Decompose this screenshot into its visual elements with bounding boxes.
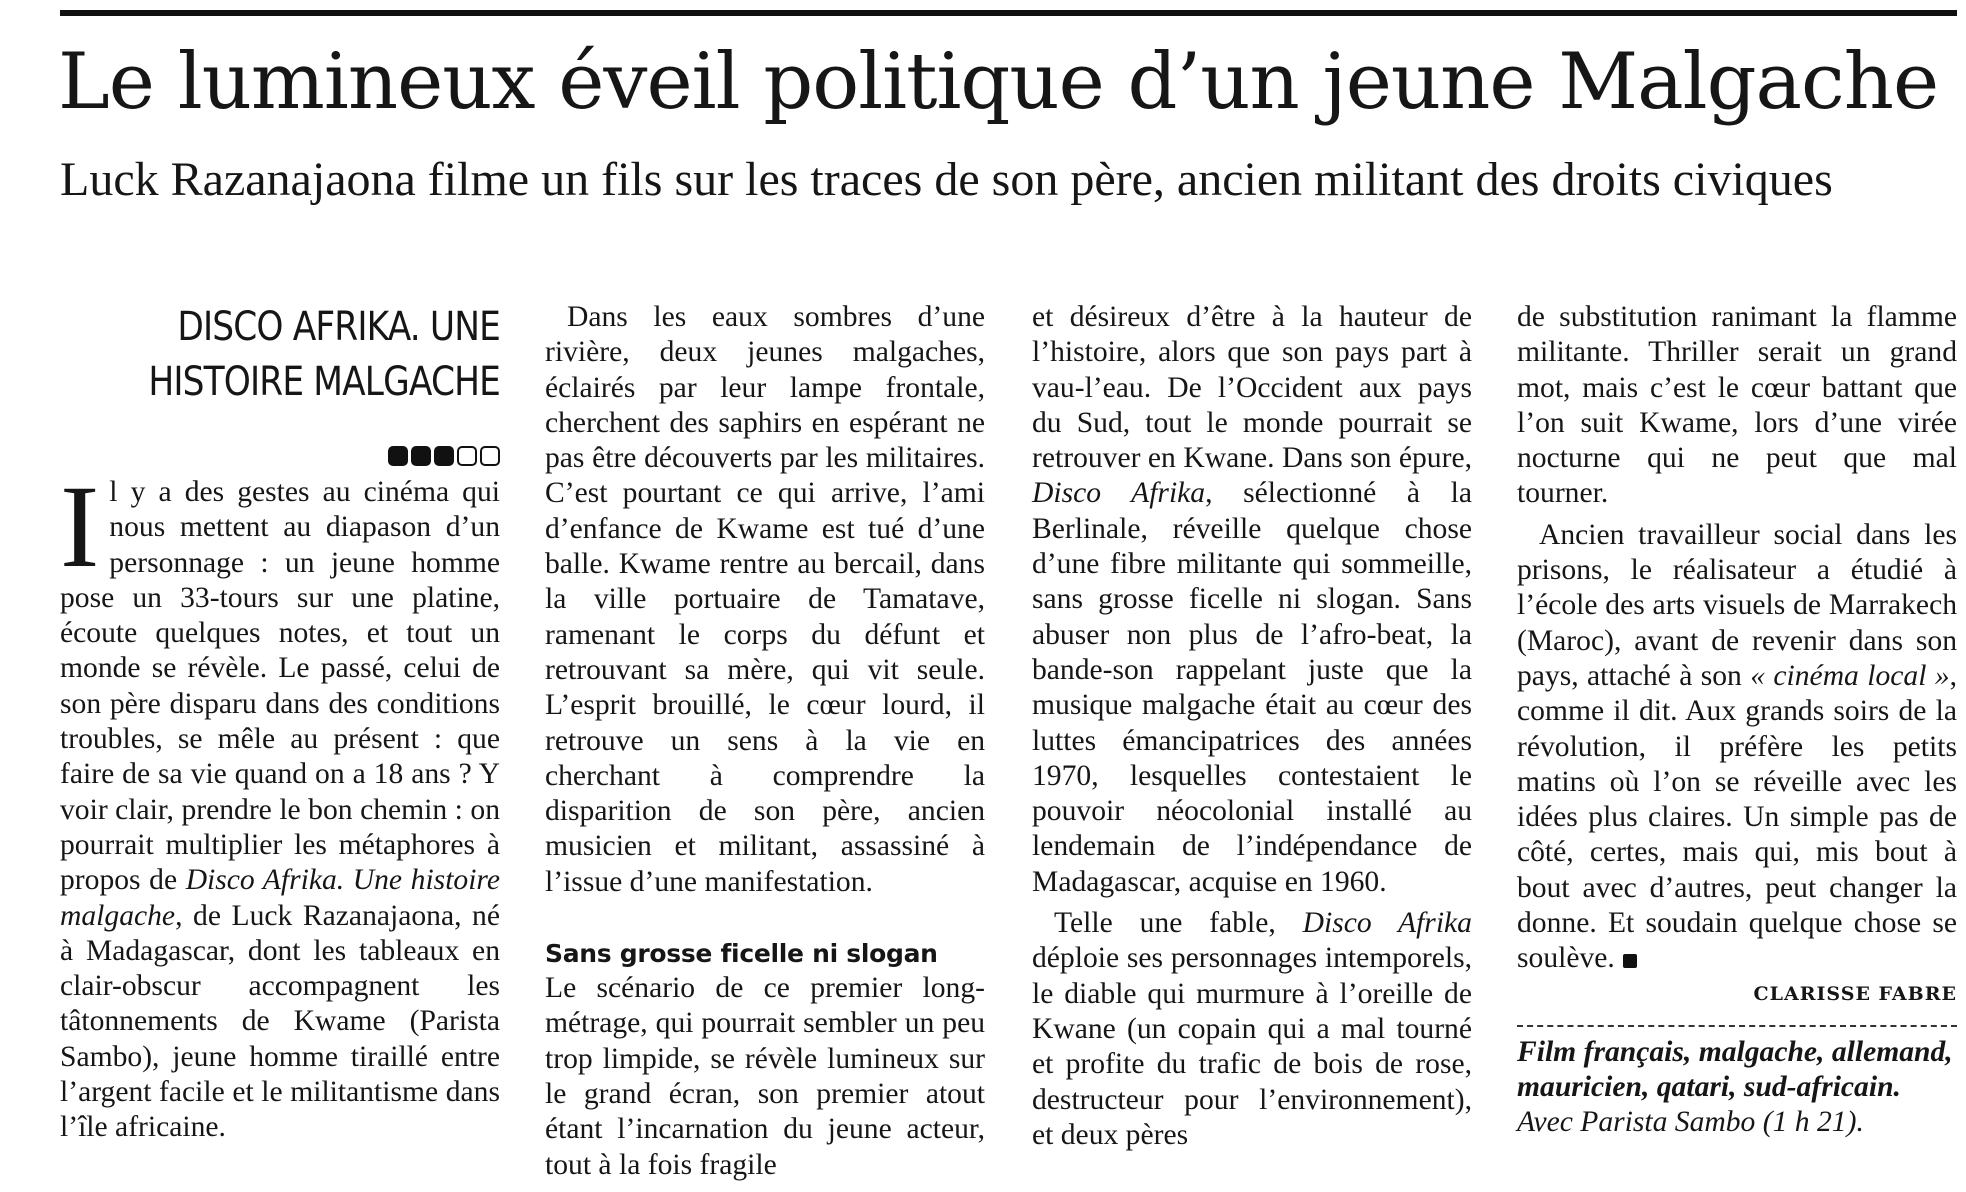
rating bbox=[60, 437, 500, 461]
body-paragraph: Telle une fable, Disco Afrika déploie ses personnages intemporels, le diable qui murmure à l’oreille de Kwane (un copain qui a mal tourné et profite du trafic de bois de rose, destructeur pour l’environnement), et deux pères bbox=[1032, 907, 1472, 1151]
subheading: Sans grosse ficelle ni slogan bbox=[545, 939, 938, 969]
body-paragraph: Le scénario de ce premier long-métrage, qui pourrait sembler un peu trop limpide, se révèle lumineux sur le grand écran, son premier atout étant l’incarnation du jeune acteur, tout à la fois fragile bbox=[545, 972, 985, 1181]
rating-dot-filled-icon bbox=[434, 446, 454, 466]
rating-dot-filled-icon bbox=[411, 446, 431, 466]
body-paragraph: Dans les eaux sombres d’une rivière, deux jeunes malgaches, éclairés par leur lampe frontale, cherchent des saphirs en espérant ne pas être découverts par les militaires. C’est pourtant ce qui arrive, l’ami d’enfance de Kwame est tué d’une balle. Kwame rentre au bercail, dans la ville portuaire de Tamatave, ramenant le corps du défunt et retrouvant sa mère, qui vit seule. L’esprit brouillé, le cœur lourd, il retrouve un sens à la vie en cherchant à comprendre la disparition de son père, ancien musicien et militant, assassiné à l’issue d’une manifestation. bbox=[545, 301, 985, 898]
column-4 bbox=[1517, 300, 1957, 1141]
deck: Luck Razanajaona filme un fils sur les traces de son père, ancien militant des droits civiques bbox=[60, 153, 1833, 206]
byline: CLARISSE FABRE bbox=[1753, 982, 1957, 1005]
film-title: DISCO AFRIKA. UNE HISTOIRE MALGACHE bbox=[148, 304, 500, 405]
body-paragraph: Il y a des gestes au cinéma qui nous mettent au diapason d’un personnage : un jeune homme pose un 33-tours sur une platine, écoute quelques notes, et tout un monde se révèle. Le passé, celui de son père disparu dans des conditions troubles, se mêle au présent : que faire de sa vie quand on a 18 ans ? Y voir clair, prendre le bon chemin : on pourrait multiplier les métaphores à propos de Disco Afrika. Une histoire malgache, de Luck Razanajaona, né à Madagascar, dont les tableaux en clair-obscur accompagnent les tâtonnements de Kwame (Parista Sambo), jeune homme tiraillé entre l’argent facile et le militantisme dans l’île africaine. bbox=[60, 461, 500, 1144]
dashed-divider bbox=[1517, 1025, 1957, 1027]
column-1 bbox=[60, 300, 500, 1146]
headline: Le lumineux éveil politique d’un jeune Malgache bbox=[58, 37, 1939, 127]
top-rule bbox=[60, 10, 1957, 16]
column-3 bbox=[1032, 300, 1472, 1153]
body-paragraph: Ancien travailleur social dans les prisons, le réalisateur a étudié à l’école des arts visuels de Marrakech (Maroc), avant de revenir dans son pays, attaché à son « cinéma local », comme il dit. Aux grands soirs de la révolution, il préfère les petits matins où l’on se réveille avec les idées plus claires. Un simple pas de côté, certes, mais qui, mis bout à bout avec d’autres, peut changer la donne. Et soudain quelque chose se soulève. bbox=[1517, 518, 1958, 975]
film-title-italic: Disco Afrika. Une histoire malgache bbox=[60, 864, 500, 932]
body-paragraph: et désireux d’être à la hauteur de l’histoire, alors que son pays part à vau-l’eau. De l’Occident aux pays du Sud, tout le monde pourrait se retrouver en Kwane. Dans son épure, Disco Afrika, sélectionné à la Berlinale, réveille quelque chose d’une fibre militante qui sommeille, sans grosse ficelle ni slogan. Sans abuser non plus de l’afro-beat, la bande-son rappelant juste que la musique malgache était au cœur des luttes émancipatrices des années 1970, lesquelles contestaient le pouvoir néocolonial installé au lendemain de l’indépendance de Madagascar, acquise en 1960. bbox=[1032, 301, 1472, 898]
rating-dot-empty-icon bbox=[480, 446, 500, 466]
rating-dot-empty-icon bbox=[457, 446, 477, 466]
body-paragraph: de substitution ranimant la flamme militante. Thriller serait un grand mot, mais c’est le cœur battant que l’on suit Kwame, lors d’une virée nocturne qui ne peut que mal tourner. bbox=[1517, 301, 1957, 510]
end-mark-icon bbox=[1623, 954, 1637, 968]
film-credits: Film français, malgache, allemand, mauricien, qatari, sud-africain. Avec Parista Sambo (1 h 21). bbox=[1517, 1035, 1953, 1139]
column-2 bbox=[545, 300, 985, 1183]
rating-dot-filled-icon bbox=[388, 446, 408, 466]
drop-cap: I bbox=[60, 461, 100, 592]
